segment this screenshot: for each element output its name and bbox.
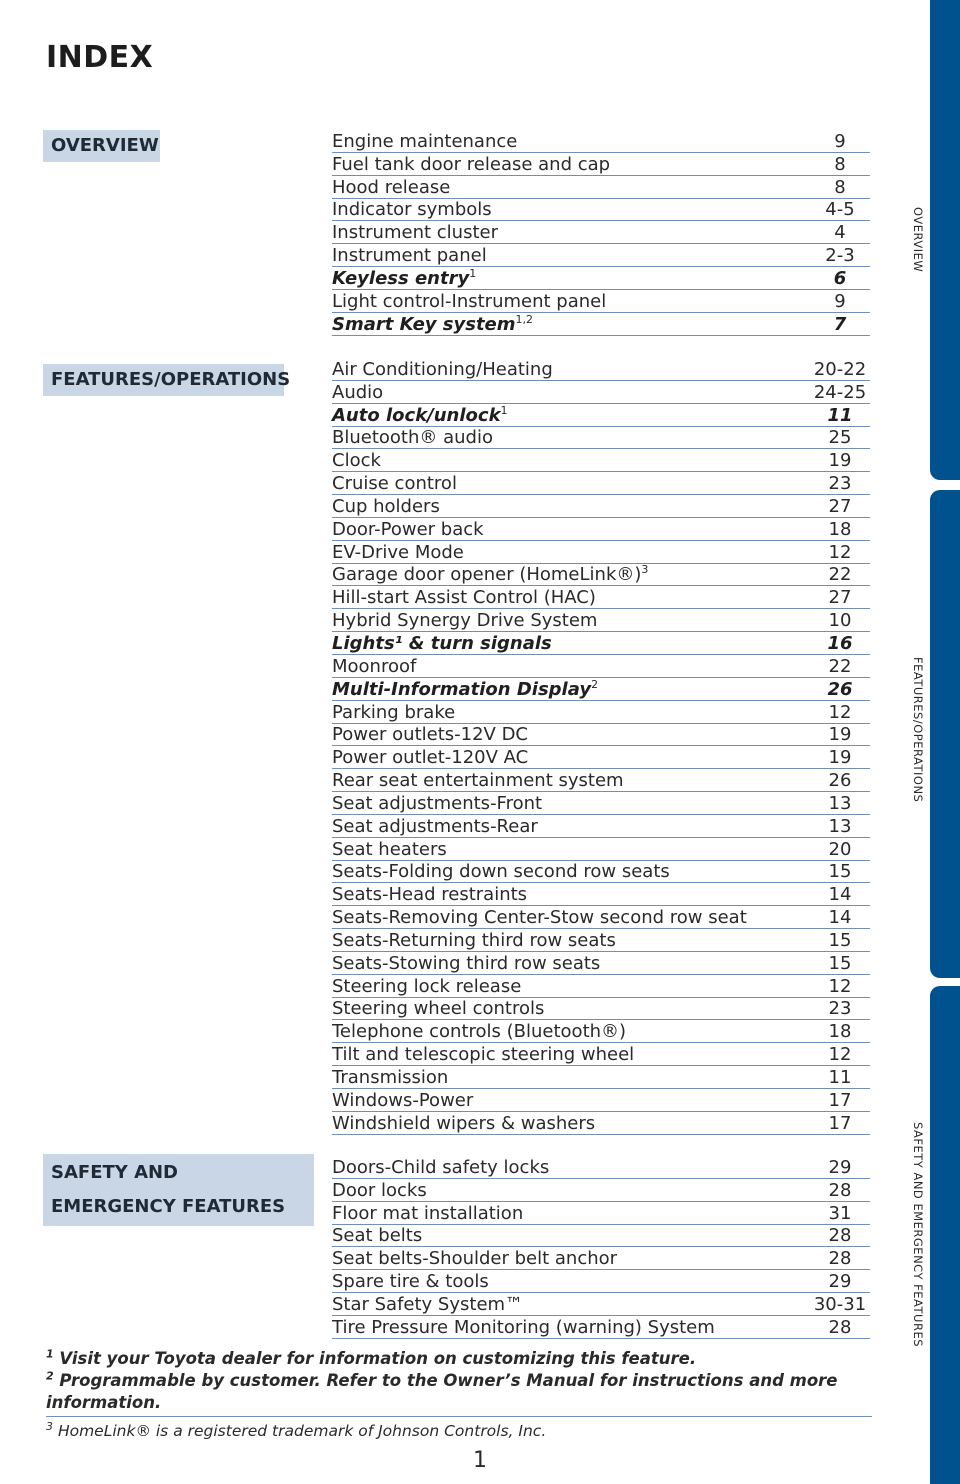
index-entry-name: Seat adjustments-Front (332, 792, 543, 814)
section-label-features (43, 364, 291, 396)
index-entry-name: Seat heaters (332, 838, 447, 860)
index-entry-name: Floor mat installation (332, 1202, 524, 1224)
index-entry-name: Garage door opener (HomeLink®) (332, 564, 642, 586)
index-entry (332, 883, 870, 906)
index-entry-name: Seat belts (332, 1225, 423, 1247)
index-entry-page: 14 (828, 907, 852, 929)
index-entry (332, 701, 870, 724)
index-entry-name: Rear seat entertainment system (332, 770, 624, 792)
index-entry-page: 12 (828, 975, 852, 997)
index-entry-name: Instrument panel (332, 245, 487, 267)
index-entry-page: 13 (828, 815, 852, 837)
index-entry-page: 28 (828, 1225, 852, 1247)
index-entry-footnote-mark: 1,2 (515, 312, 534, 326)
index-entry-page: 4 (834, 222, 846, 244)
index-entry (332, 1089, 870, 1112)
index-entry-page: 4-5 (825, 199, 855, 221)
index-entry-name: Transmission (332, 1067, 449, 1088)
index-entry-page: 8 (834, 176, 846, 198)
index-entry (332, 1156, 870, 1179)
index-entry (332, 130, 870, 153)
index-entry-footnote-mark: 3 (641, 563, 649, 577)
index-entry-page: 18 (828, 518, 852, 540)
section-label-text: OVERVIEW (51, 135, 159, 156)
footnote-mark: 2 (46, 1369, 54, 1383)
index-entry-name: Steering wheel controls (332, 998, 545, 1020)
side-label-safety: SAFETY AND EMERGENCY FEATURES (911, 1122, 925, 1348)
index-entry-page: 2-3 (825, 245, 855, 267)
index-entry-page: 27 (828, 587, 852, 609)
index-entry-name: Smart Key system (332, 313, 516, 335)
footnote-1 (46, 1348, 872, 1370)
index-entry-page: 15 (828, 952, 852, 974)
index-entry-name: Hood release (332, 176, 451, 198)
safety-index-list (332, 1156, 870, 1339)
index-entry (332, 518, 870, 541)
index-entry-page: 23 (828, 473, 852, 495)
index-entry (332, 906, 870, 929)
index-entry-name: Indicator symbols (332, 199, 492, 221)
index-entry (332, 221, 870, 244)
index-entry (332, 861, 870, 884)
index-entry-page: 18 (828, 1021, 852, 1043)
overview-index-list (332, 130, 870, 336)
index-entry (332, 427, 870, 450)
index-entry-name: Doors-Child safety locks (332, 1156, 550, 1178)
index-entry (332, 1225, 870, 1248)
section-label-text: SAFETY AND EMERGENCY FEATURES (51, 1162, 286, 1217)
footnote-mark: 3 (46, 1419, 53, 1433)
index-entry (332, 564, 870, 587)
index-entry (332, 1043, 870, 1066)
index-entry-page: 26 (827, 678, 853, 700)
index-entry-page: 12 (828, 701, 852, 723)
index-entry-page: 30-31 (813, 1293, 867, 1315)
index-entry (332, 792, 870, 815)
index-entry-page: 8 (834, 153, 846, 175)
index-entry-label (332, 565, 648, 585)
index-entry-page: 15 (828, 929, 852, 951)
index-entry-name: Door-Power back (332, 518, 484, 540)
index-entry-page: 17 (828, 1112, 852, 1134)
section-label-overview (43, 130, 160, 162)
index-entry-page: 12 (828, 541, 852, 563)
index-entry-page: 17 (828, 1089, 852, 1111)
footnote-divider (46, 1416, 872, 1417)
index-entry-name: Hill-start Assist Control (HAC) (332, 587, 596, 609)
index-entry-name: Seats-Removing Center-Stow second row seat (332, 907, 747, 929)
index-entry (332, 290, 870, 313)
index-entry (332, 404, 870, 427)
footnote-text: HomeLink® is a registered trademark of Johnson Controls, Inc. (57, 1422, 547, 1440)
index-entry-page: 16 (827, 632, 853, 654)
index-entry-page: 19 (828, 747, 852, 769)
index-entry (332, 838, 870, 861)
index-entry-name: Audio (332, 381, 384, 403)
side-label-overview: OVERVIEW (911, 207, 925, 273)
page-number: 1 (473, 1448, 487, 1473)
index-entry-name: Instrument cluster (332, 222, 498, 244)
index-entry-name: Seats-Returning third row seats (332, 929, 616, 951)
index-entry-name: Seats-Head restraints (332, 884, 528, 906)
index-entry (332, 1179, 870, 1202)
index-entry-name: Air Conditioning/Heating (332, 358, 553, 380)
index-entry (332, 1293, 870, 1316)
index-entry-page: 20-22 (813, 358, 867, 380)
side-tab-overview[interactable] (930, 0, 960, 480)
index-entry-name: Engine maintenance (332, 130, 518, 152)
index-entry-page: 12 (828, 1044, 852, 1066)
footnote-mark: 1 (46, 1347, 54, 1361)
index-entry (332, 1202, 870, 1225)
index-entry (332, 381, 870, 404)
index-entry (332, 724, 870, 747)
index-entry-name: Windows-Power (332, 1089, 474, 1111)
page-title: INDEX (46, 40, 154, 75)
index-entry-page: 28 (828, 1179, 852, 1201)
index-entry-name: Seats-Folding down second row seats (332, 861, 670, 883)
index-entry (332, 244, 870, 267)
index-entry-name: Light control-Instrument panel (332, 290, 607, 312)
index-entry-name: Seats-Stowing third row seats (332, 952, 601, 974)
index-entry-page: 27 (828, 495, 852, 517)
section-label-text: FEATURES/OPERATIONS (51, 369, 291, 390)
index-entry (332, 632, 870, 655)
index-entry (332, 609, 870, 632)
index-entry-label (332, 266, 477, 289)
index-entry-name: Bluetooth® audio (332, 427, 493, 449)
index-entry-footnote-mark: 1 (469, 266, 477, 280)
index-entry-page: 26 (828, 770, 852, 792)
index-entry-page: 31 (828, 1202, 852, 1224)
index-entry-name: Spare tire & tools (332, 1271, 489, 1293)
index-entry-label (332, 312, 534, 335)
index-entry-page: 6 (833, 267, 847, 289)
index-entry-page: 20 (828, 838, 852, 860)
index-entry (332, 1270, 870, 1293)
footnotes (46, 1348, 872, 1414)
side-tab-safety[interactable] (930, 986, 960, 1484)
index-entry (332, 449, 870, 472)
index-entry (332, 153, 870, 176)
index-entry-name: Parking brake (332, 701, 456, 723)
index-entry (332, 1112, 870, 1135)
side-label-features: FEATURES/OPERATIONS (911, 657, 925, 803)
index-entry-page: 28 (828, 1316, 852, 1338)
index-entry (332, 1247, 870, 1270)
index-entry-page: 24-25 (813, 381, 867, 403)
index-entry-name: EV-Drive Mode (332, 541, 464, 563)
index-entry-page: 25 (828, 427, 852, 449)
index-entry-page: 28 (828, 1248, 852, 1270)
index-entry-footnote-mark: 1 (500, 403, 508, 417)
index-entry-name: Lights¹ & turn signals (332, 632, 552, 654)
footnote-text: Visit your Toyota dealer for information on customizing this feature. (59, 1349, 697, 1368)
footnote-3 (46, 1420, 872, 1442)
index-entry-name: Tilt and telescopic steering wheel (332, 1044, 635, 1066)
index-entry (332, 472, 870, 495)
index-entry (332, 1066, 870, 1089)
index-entry-name: Cup holders (332, 495, 440, 517)
index-entry (332, 1316, 870, 1339)
footnotes-secondary (46, 1420, 872, 1442)
index-entry-page: 23 (828, 998, 852, 1020)
index-entry-name: Tire Pressure Monitoring (warning) System (332, 1316, 715, 1338)
index-entry (332, 586, 870, 609)
index-entry (332, 975, 870, 998)
index-entry-name: Moonroof (332, 655, 417, 677)
index-entry-name: Power outlet-120V AC (332, 747, 529, 769)
index-entry-label (332, 677, 599, 700)
index-entry (332, 358, 870, 381)
side-tab-features[interactable] (930, 490, 960, 978)
index-entry-name: Auto lock/unlock (332, 404, 501, 426)
footnote-2 (46, 1370, 872, 1414)
index-entry (332, 952, 870, 975)
index-entry (332, 313, 870, 336)
index-entry-page: 13 (828, 792, 852, 814)
index-entry-name: Seat belts-Shoulder belt anchor (332, 1248, 618, 1270)
section-label-safety (43, 1154, 314, 1226)
index-entry (332, 998, 870, 1021)
index-entry (332, 655, 870, 678)
footnote-text: Programmable by customer. Refer to the Owner’s Manual for instructions and more information. (46, 1371, 838, 1412)
index-entry-page: 11 (827, 404, 853, 426)
index-entry-page: 11 (828, 1067, 852, 1088)
index-entry-name: Clock (332, 450, 381, 472)
index-entry-page: 22 (828, 564, 852, 586)
index-entry (332, 815, 870, 838)
index-entry-name: Door locks (332, 1179, 427, 1201)
index-entry-page: 19 (828, 724, 852, 746)
index-entry (332, 746, 870, 769)
index-entry-name: Power outlets-12V DC (332, 724, 528, 746)
index-entry (332, 541, 870, 564)
index-entry-page: 7 (833, 313, 847, 335)
index-entry-name: Telephone controls (Bluetooth®) (332, 1021, 627, 1043)
index-entry (332, 267, 870, 290)
index-entry-name: Windshield wipers & washers (332, 1112, 596, 1134)
index-entry (332, 199, 870, 222)
index-entry-name: Steering lock release (332, 975, 522, 997)
index-entry (332, 929, 870, 952)
index-entry-name: Star Safety System™ (332, 1293, 524, 1315)
index-entry-name: Hybrid Synergy Drive System (332, 610, 598, 632)
index-entry-page: 10 (828, 610, 852, 632)
index-entry (332, 1020, 870, 1043)
features-index-list (332, 358, 870, 1135)
index-entry-name: Multi-Information Display (332, 678, 592, 700)
index-entry-page: 14 (828, 884, 852, 906)
index-entry (332, 769, 870, 792)
index-entry-page: 15 (828, 861, 852, 883)
index-entry-page: 22 (828, 655, 852, 677)
index-entry-name: Fuel tank door release and cap (332, 153, 611, 175)
index-entry-label (332, 403, 508, 426)
index-entry-page: 29 (828, 1271, 852, 1293)
index-entry-page: 9 (834, 130, 846, 152)
index-entry-name: Keyless entry (332, 267, 470, 289)
index-entry (332, 495, 870, 518)
index-entry-footnote-mark: 2 (591, 677, 599, 691)
index-entry-name: Cruise control (332, 473, 457, 495)
index-entry-page: 9 (834, 290, 846, 312)
index-entry-page: 29 (828, 1156, 852, 1178)
index-entry-page: 19 (828, 450, 852, 472)
index-entry (332, 176, 870, 199)
index-entry (332, 678, 870, 701)
index-entry-name: Seat adjustments-Rear (332, 815, 538, 837)
